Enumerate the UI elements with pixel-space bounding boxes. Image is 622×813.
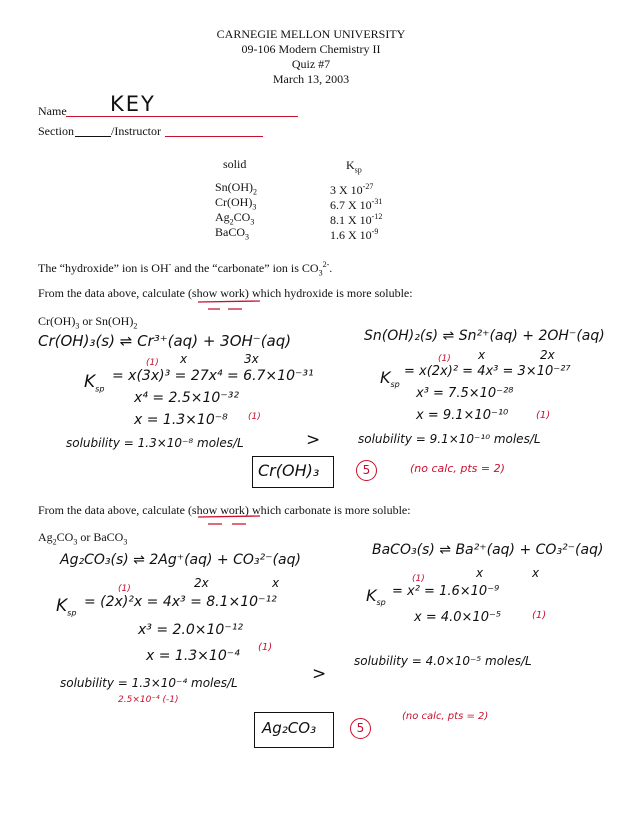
q2-right-equation: BaCO₃(s) ⇌ Ba²⁺(aq) + CO₃²⁻(aq) [372,542,604,558]
name-line [66,116,298,117]
q1-left-solubility: solubility = 1.3×10⁻⁸ moles/L [66,436,244,450]
q1-answer: Cr(OH)₃ [258,461,320,480]
q2-compare-symbol: > [312,664,327,684]
q1-right-2x-label: 2x [540,348,555,362]
table-row-ksp: 8.1 X $10^{-12}$ [330,212,383,227]
table-row-solid: $Cr(OH)_3$ [215,195,257,212]
name-label: Name [38,104,67,118]
q1-score: 5 [356,460,377,481]
q2-note: (no calc, pts = 2) [402,711,489,722]
q2-left-x-label: x [272,576,280,590]
q1-left-3x-label: 3x [244,352,259,366]
table-row-ksp: 1.6 X $10^{-9}$ [330,227,379,242]
q2-right-mark: (1) [412,574,425,584]
instructor-line [165,136,263,137]
q1-right-solubility: solubility = 9.1×10⁻¹⁰ moles/L [358,432,541,446]
q1-choices: $Cr(OH)_3$ or $Sn(OH)_2$ [38,314,138,331]
q2-right-line2: x = 4.0×10⁻⁵ [414,610,502,625]
q1-right-line1: = x(2x)² = 4x³ = 3×10⁻²⁷ [404,364,571,379]
q2-prompt: From the data above, calculate (show work) which carbonate is more soluble: [38,503,411,517]
q1-right-ksp-label: $K_{sp}$ [380,368,400,390]
ions-statement: The “hydroxide” ion is OH- and the “carbonate” ion is $CO_3^{2-}$. [38,260,333,278]
q2-left-line3: x = 1.3×10⁻⁴ [146,648,240,664]
q1-left-equation: Cr(OH)₃(s) ⇌ Cr³⁺(aq) + 3OH⁻(aq) [38,332,292,350]
q1-right-equation: Sn(OH)₂(s) ⇌ Sn²⁺(aq) + 2OH⁻(aq) [364,328,605,344]
q2-left-ksp-label: $K_{sp}$ [56,596,77,618]
q2-score: 5 [350,718,371,739]
table-row-solid: BaCO$_3$ [215,225,249,242]
q1-left-line1: = x(3x)³ = 27x⁴ = 6.7×10⁻³¹ [112,368,314,384]
university-title: CARNEGIE MELLON UNIVERSITY [216,27,406,41]
section-label: Section [38,124,74,138]
q2-emphasis-underline [196,513,266,529]
quiz-date: March 13, 2003 [272,72,350,86]
q1-left-mark: (1) [146,358,159,368]
q1-prompt: From the data above, calculate (show work) which hydroxide is more soluble: [38,286,413,300]
q2-left-line2: x³ = 2.0×10⁻¹² [138,622,243,638]
table-row-solid: $Ag_2CO_3$ [215,210,255,227]
q1-compare-symbol: > [306,430,321,450]
q1-right-line2: x³ = 7.5×10⁻²⁸ [416,386,514,401]
q2-left-mark: (1) [258,642,273,653]
q2-choices: $Ag_2CO_3$ or BaCO$_3$ [38,530,128,547]
q2-left-mark: (1) [118,584,131,594]
q2-left-line1: = (2x)²x = 4x³ = 8.1×10⁻¹² [84,594,277,610]
q2-right-solubility: solubility = 4.0×10⁻⁵ moles/L [354,654,532,668]
course-title: 09-106 Modern Chemistry II [241,42,381,56]
q1-left-ksp-label: $K_{sp}$ [84,372,105,394]
q2-left-2x-label: 2x [194,576,209,590]
q2-answer: Ag₂CO₃ [262,719,317,737]
q2-right-ksp-label: $K_{sp}$ [366,586,386,608]
q2-right-x-label: x [532,566,540,580]
table-row-ksp: 3 X $10^{-27}$ [330,182,374,197]
q2-left-side-note: 2.5×10⁻⁴ (-1) [118,695,179,705]
section-line [75,136,111,137]
q1-right-mark: (1) [438,354,451,364]
q1-right-x-label: x [478,348,486,362]
q1-right-line3: x = 9.1×10⁻¹⁰ [416,408,509,423]
q2-left-equation: Ag₂CO₃(s) ⇌ 2Ag⁺(aq) + CO₃²⁻(aq) [60,552,301,568]
instructor-label: /Instructor [111,124,161,138]
q1-left-line2: x⁴ = 2.5×10⁻³² [134,390,239,406]
q2-left-solubility: solubility = 1.3×10⁻⁴ moles/L [60,676,238,690]
q1-left-x-label: x [180,352,188,366]
quiz-number: Quiz #7 [291,57,331,71]
q1-left-mark: (1) [248,412,261,422]
table-header-solid: solid [223,157,247,171]
table-header-ksp: $K_{sp}$ [346,158,362,175]
q1-right-mark: (1) [536,410,551,421]
q1-left-line3: x = 1.3×10⁻⁸ [134,412,228,428]
q2-right-line1: = x² = 1.6×10⁻⁹ [392,584,500,599]
q1-emphasis-underline [196,298,266,314]
table-row-ksp: 6.7 X $10^{-31}$ [330,197,383,212]
name-value: KEY [110,92,156,116]
q2-right-x-label: x [476,566,484,580]
q2-right-mark: (1) [532,610,547,621]
q1-note: (no calc, pts = 2) [410,462,505,475]
table-row-solid: $Sn(OH)_2$ [215,180,257,197]
